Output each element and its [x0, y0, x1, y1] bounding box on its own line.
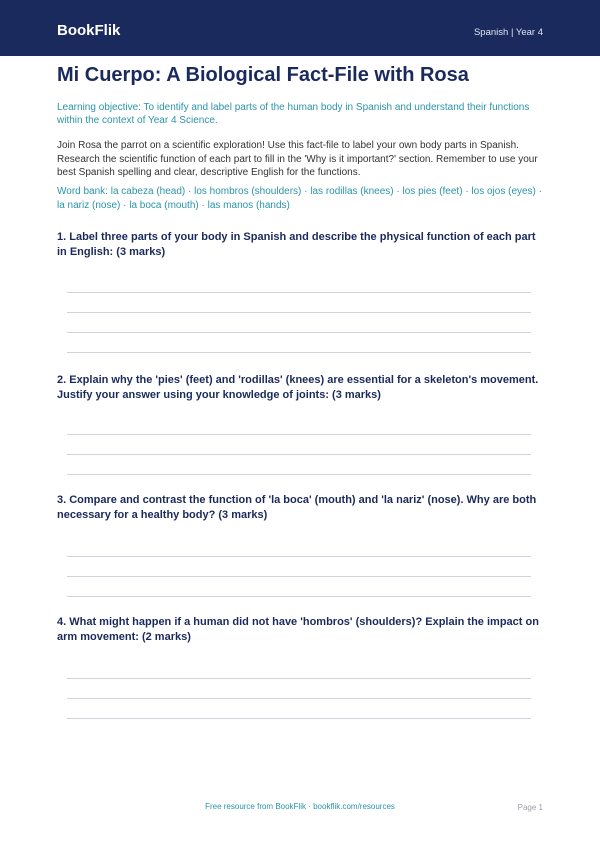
answer-line[interactable] [67, 474, 531, 475]
answer-line[interactable] [67, 454, 531, 455]
header-bar [0, 0, 600, 56]
answer-line[interactable] [67, 332, 531, 333]
answer-line[interactable] [67, 434, 531, 435]
answer-line[interactable] [67, 596, 531, 597]
footer-source-link[interactable]: Free resource from BookFlik · bookflik.com/resources [205, 802, 395, 811]
answer-line[interactable] [67, 292, 531, 293]
answer-line[interactable] [67, 718, 531, 719]
answer-line[interactable] [67, 352, 531, 353]
page-number: Page 1 [517, 803, 543, 812]
brand-logo: BookFlik [57, 22, 121, 39]
question-1: 1. Label three parts of your body in Spanish and describe the physical function of each part in English: (3 marks) [57, 231, 536, 258]
intro-text: Join Rosa the parrot on a scientific exploration! Use this fact-file to label your own body parts in Spanish. Research the scientific function of each part to fill in the 'Why is it important?' section. Remember to use your best Spanish spelling and clear, descriptive English for the functions. [57, 140, 538, 178]
answer-line[interactable] [67, 576, 531, 577]
question-2: 2. Explain why the 'pies' (feet) and 'rodillas' (knees) are essential for a skeleton's movement. Justify your answer using your knowledge of joints: (3 marks) [57, 374, 539, 401]
page-title: Mi Cuerpo: A Biological Fact-File with Rosa [57, 64, 469, 86]
learning-objective: Learning objective: To identify and label parts of the human body in Spanish and understand their functions within the context of Year 4 Science. [57, 102, 530, 126]
answer-line[interactable] [67, 698, 531, 699]
subject-year-label: Spanish | Year 4 [473, 27, 543, 38]
word-bank: Word bank: la cabeza (head) · los hombros (shoulders) · las rodillas (knees) · los pies (feet) · los ojos (eyes) · la nariz (nose) · la boca (mouth) · las manos (hands) [57, 186, 542, 211]
answer-line[interactable] [67, 556, 531, 557]
answer-line[interactable] [67, 678, 531, 679]
question-3: 3. Compare and contrast the function of 'la boca' (mouth) and 'la nariz' (nose). Why are both necessary for a healthy body? (3 marks) [57, 494, 537, 521]
answer-line[interactable] [67, 312, 531, 313]
question-4: 4. What might happen if a human did not have 'hombros' (shoulders)? Explain the impact on arm movement: (2 marks) [57, 616, 539, 643]
